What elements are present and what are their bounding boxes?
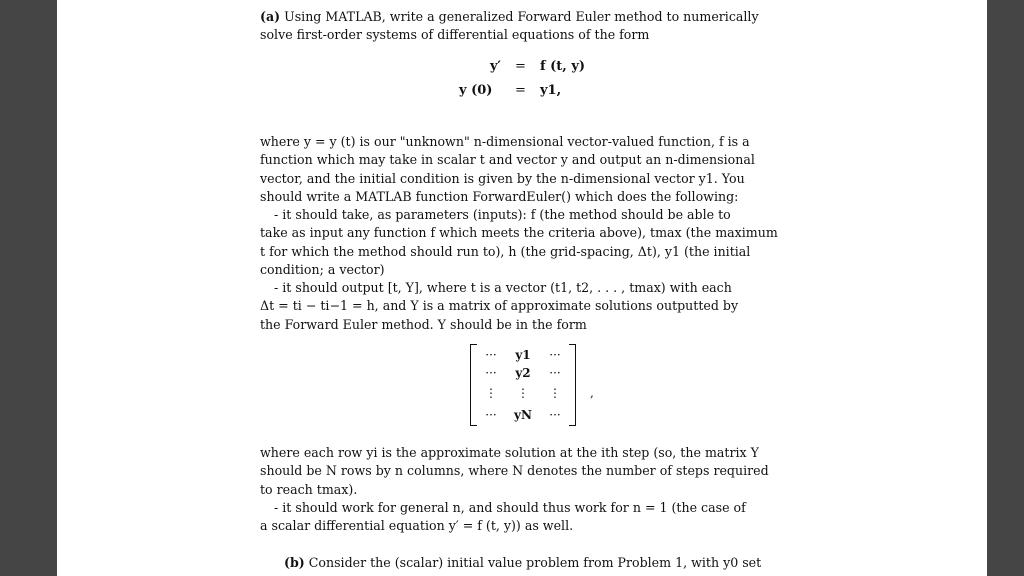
matrix-dots: ··· <box>549 348 561 362</box>
matrix-vdots: ⋮ <box>549 386 561 400</box>
eq2-rel: = <box>515 83 526 98</box>
description-line3: vector, and the initial condition is given by the n-dimensional vector y1. You <box>260 170 745 186</box>
bullet-general-line1: - it should work for general n, and should thus work for n = 1 (the case of <box>274 500 746 515</box>
description-line4: should write a MATLAB function ForwardEuler() which does the following: <box>260 189 739 205</box>
matrix-dots: ··· <box>549 408 561 422</box>
matrix-trailing-comma: , <box>590 386 594 400</box>
matrix-dots: ··· <box>485 408 497 422</box>
bullet-outputs-line1: - it should output [t, Y], where t is a vector (t1, t2, . . . , tmax) with each <box>274 280 732 295</box>
after-matrix-line3: to reach tmax). <box>260 481 358 497</box>
document-page <box>57 0 987 576</box>
matrix-dots: ··· <box>485 366 497 380</box>
solution-matrix <box>470 344 576 424</box>
part-a-intro-line2: solve first-order systems of differential equations of the form <box>260 27 650 43</box>
description-paragraph <box>260 133 785 207</box>
part-b <box>284 554 785 572</box>
description-line1: where y = y (t) is our "unknown" n-dimensional vector-valued function, f is a <box>260 134 750 149</box>
matrix-row2: y2 <box>515 366 531 380</box>
part-b-text: Consider the (scalar) initial value problem from Problem 1, with y0 set <box>308 555 762 570</box>
bullet-inputs-line4: condition; a vector) <box>260 262 385 278</box>
bullet-inputs <box>260 206 785 280</box>
bullet-inputs-line2: take as input any function f which meets the criteria above), tmax (the maximum <box>260 225 778 241</box>
part-a-label: (a) <box>260 9 281 24</box>
after-matrix-line1: where each row yi is the approximate solution at the ith step (so, the matrix Y <box>260 445 759 460</box>
bullet-outputs-line3: the Forward Euler method. Y should be in the form <box>260 316 587 332</box>
matrix-dots: ··· <box>485 348 497 362</box>
bullet-inputs-line3: t for which the method should run to), h (the grid-spacing, Δt), y1 (the initial <box>260 243 751 259</box>
bullet-general <box>260 499 785 536</box>
after-matrix-line2: should be N rows by n columns, where N denotes the number of steps required <box>260 463 769 479</box>
part-a-intro-line1: Using MATLAB, write a generalized Forward Euler method to numerically <box>284 9 759 24</box>
eq1-rhs: f (t, y) <box>540 59 586 74</box>
matrix-row1: y1 <box>515 348 531 362</box>
bullet-general-line2: a scalar differential equation y′ = f (t, y)) as well. <box>260 518 574 534</box>
after-matrix-paragraph <box>260 444 785 499</box>
eq1-rel: = <box>515 59 526 74</box>
matrix-dots: ··· <box>549 366 561 380</box>
description-line2: function which may take in scalar t and vector y and output an n-dimensional <box>260 152 755 168</box>
matrix-row-last: yN <box>514 408 532 422</box>
part-b-label: (b) <box>284 555 305 570</box>
part-a-intro <box>260 8 785 45</box>
eq2-rhs: y1, <box>540 83 562 98</box>
bullet-outputs-line2: Δt = ti − ti−1 = h, and Y is a matrix of approximate solutions outputted by <box>260 298 739 314</box>
matrix-right-bracket <box>569 344 576 426</box>
eq2-lhs: y (0) <box>459 83 493 98</box>
bullet-outputs <box>260 279 785 334</box>
bullet-inputs-line1: - it should take, as parameters (inputs): f (the method should be able to <box>274 207 731 222</box>
eq1-lhs: y′ <box>490 59 501 74</box>
matrix-vdots: ⋮ <box>485 386 497 400</box>
matrix-vdots: ⋮ <box>517 386 529 400</box>
